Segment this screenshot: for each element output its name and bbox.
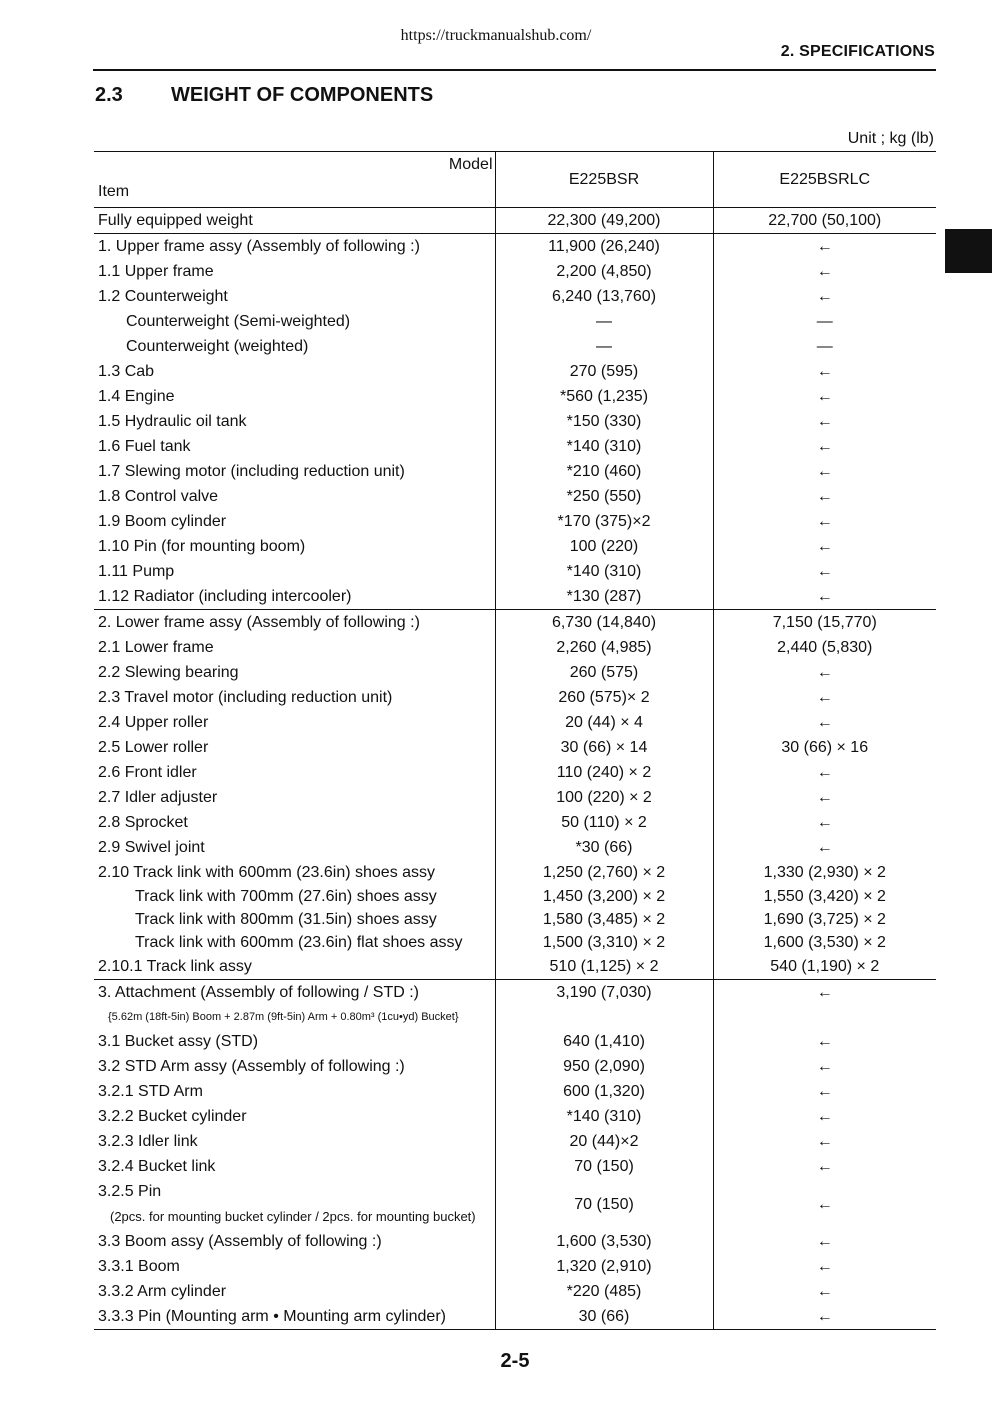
weight-value: 640 (1,410) bbox=[495, 1029, 713, 1054]
table-row bbox=[94, 359, 936, 384]
model-column-header: E225BSRLC bbox=[713, 152, 936, 208]
table-row bbox=[94, 885, 936, 908]
weight-value: — bbox=[713, 309, 936, 334]
weight-value: 1,580 (3,485) × 2 bbox=[495, 908, 713, 931]
table-row bbox=[94, 384, 936, 409]
weight-value: 1,690 (3,725) × 2 bbox=[713, 908, 936, 931]
weight-value: 70 (150) bbox=[495, 1179, 713, 1229]
table-row bbox=[94, 785, 936, 810]
weight-value: 3,190 (7,030) bbox=[495, 980, 713, 1006]
table-row bbox=[94, 685, 936, 710]
weight-value: ← bbox=[713, 384, 936, 409]
weight-value: ← bbox=[713, 660, 936, 685]
model-column-header: E225BSR bbox=[495, 152, 713, 208]
weight-value: ← bbox=[713, 1254, 936, 1279]
item-label: 3.2.5 Pin bbox=[98, 1183, 162, 1200]
weight-value: 1,450 (3,200) × 2 bbox=[495, 885, 713, 908]
weight-value: 1,250 (2,760) × 2 bbox=[495, 860, 713, 885]
table-row bbox=[94, 1129, 936, 1154]
weight-value: 1,600 (3,530) × 2 bbox=[713, 931, 936, 954]
table-row bbox=[94, 1079, 936, 1104]
item-label: 1.6 Fuel tank bbox=[98, 438, 191, 455]
item-label: Track link with 600mm (23.6in) flat shoes assy bbox=[135, 934, 463, 951]
table-row bbox=[94, 710, 936, 735]
weight-value: ← bbox=[713, 1054, 936, 1079]
item-label: 3.1 Bucket assy (STD) bbox=[98, 1033, 259, 1050]
weight-value: ← bbox=[713, 484, 936, 509]
model-item-header bbox=[94, 152, 495, 208]
table-row bbox=[94, 434, 936, 459]
weight-value: ← bbox=[713, 685, 936, 710]
item-label: 3. Attachment (Assembly of following / STD :) bbox=[94, 980, 495, 1006]
weight-value: *220 (485) bbox=[495, 1279, 713, 1304]
weight-value: — bbox=[495, 334, 713, 359]
table-row bbox=[94, 954, 936, 980]
weight-value: *170 (375)×2 bbox=[495, 509, 713, 534]
weight-value: 1,550 (3,420) × 2 bbox=[713, 885, 936, 908]
table-row bbox=[94, 760, 936, 785]
table-row bbox=[94, 1254, 936, 1279]
table-row bbox=[94, 284, 936, 309]
item-label: 1.11 Pump bbox=[98, 563, 175, 580]
weight-value: 20 (44)×2 bbox=[495, 1129, 713, 1154]
weight-value: 540 (1,190) × 2 bbox=[713, 954, 936, 980]
item-label: 3.2 STD Arm assy (Assembly of following :) bbox=[98, 1058, 405, 1075]
table-row bbox=[94, 208, 936, 234]
table-row bbox=[94, 559, 936, 584]
weight-value: ← bbox=[713, 359, 936, 384]
weight-value: ← bbox=[713, 259, 936, 284]
header-rule bbox=[93, 69, 936, 71]
item-label: 1.3 Cab bbox=[98, 363, 155, 380]
weight-value: 260 (575) bbox=[495, 660, 713, 685]
weight-value: ← bbox=[713, 1154, 936, 1179]
weight-value: *140 (310) bbox=[495, 559, 713, 584]
table-row bbox=[94, 1029, 936, 1054]
item-label: 2.6 Front idler bbox=[98, 764, 197, 781]
weight-value: ← bbox=[713, 584, 936, 610]
chapter-tab-marker bbox=[945, 229, 992, 273]
table-row bbox=[94, 610, 936, 636]
weight-value: 270 (595) bbox=[495, 359, 713, 384]
item-label: 2.2 Slewing bearing bbox=[98, 664, 239, 681]
table-row bbox=[94, 1005, 936, 1029]
item-label: 1.2 Counterweight bbox=[98, 288, 228, 305]
weight-value: 70 (150) bbox=[495, 1154, 713, 1179]
item-label: 1.8 Control valve bbox=[98, 488, 219, 505]
weight-value: 22,700 (50,100) bbox=[713, 208, 936, 234]
weight-value: ← bbox=[713, 810, 936, 835]
section-header: 2. SPECIFICATIONS bbox=[780, 43, 935, 60]
table-row bbox=[94, 931, 936, 954]
item-label: 3.3.2 Arm cylinder bbox=[98, 1283, 227, 1300]
table-row bbox=[94, 980, 936, 1006]
weight-value: 2,440 (5,830) bbox=[713, 635, 936, 660]
weight-value: ← bbox=[713, 1304, 936, 1330]
source-url: https://truckmanualshub.com/ bbox=[400, 27, 592, 44]
weight-value: 100 (220) × 2 bbox=[495, 785, 713, 810]
weight-value: ← bbox=[713, 509, 936, 534]
weight-value: ← bbox=[713, 434, 936, 459]
weight-value: *560 (1,235) bbox=[495, 384, 713, 409]
table-row bbox=[94, 309, 936, 334]
weight-value: *250 (550) bbox=[495, 484, 713, 509]
weight-value: 30 (66) × 14 bbox=[495, 735, 713, 760]
weight-value: 11,900 (26,240) bbox=[495, 234, 713, 260]
weight-value: ← bbox=[713, 710, 936, 735]
weight-value: ← bbox=[713, 1079, 936, 1104]
weight-value: ← bbox=[713, 1179, 936, 1229]
table-row bbox=[94, 509, 936, 534]
table-row bbox=[94, 1054, 936, 1079]
item-label: 1.12 Radiator (including intercooler) bbox=[98, 588, 352, 605]
table-row bbox=[94, 1104, 936, 1129]
item-label: 2.5 Lower roller bbox=[98, 739, 209, 756]
item-label: 3.2.1 STD Arm bbox=[98, 1083, 203, 1100]
item-label: 2.7 Idler adjuster bbox=[98, 789, 218, 806]
weight-value: ← bbox=[713, 559, 936, 584]
weight-value: ← bbox=[713, 835, 936, 860]
table-row bbox=[94, 259, 936, 284]
heading-title: WEIGHT OF COMPONENTS bbox=[171, 84, 434, 106]
weight-value: 7,150 (15,770) bbox=[713, 610, 936, 636]
weight-value: ← bbox=[713, 1279, 936, 1304]
weight-value: *210 (460) bbox=[495, 459, 713, 484]
weight-value: 1,320 (2,910) bbox=[495, 1254, 713, 1279]
weight-value: ← bbox=[713, 980, 936, 1006]
table-row bbox=[94, 584, 936, 610]
weight-value: ← bbox=[713, 409, 936, 434]
table-header-row bbox=[94, 152, 936, 208]
item-label: Fully equipped weight bbox=[94, 208, 495, 234]
weight-value: 6,730 (14,840) bbox=[495, 610, 713, 636]
weight-value: 950 (2,090) bbox=[495, 1054, 713, 1079]
weight-value: *30 (66) bbox=[495, 835, 713, 860]
table-row bbox=[94, 735, 936, 760]
table-row bbox=[94, 484, 936, 509]
attachment-note: {5.62m (18ft-5in) Boom + 2.87m (9ft-5in) Arm + 0.80m³ (1cu•yd) Bucket} bbox=[108, 1011, 459, 1023]
weight-value: 110 (240) × 2 bbox=[495, 760, 713, 785]
item-label: 1.1 Upper frame bbox=[98, 263, 214, 280]
weight-value: 1,330 (2,930) × 2 bbox=[713, 860, 936, 885]
table-row bbox=[94, 334, 936, 359]
item-label: 3.2.3 Idler link bbox=[98, 1133, 198, 1150]
item-header-label: Item bbox=[98, 183, 130, 200]
weight-value: *130 (287) bbox=[495, 584, 713, 610]
table-row bbox=[94, 810, 936, 835]
weight-value: 50 (110) × 2 bbox=[495, 810, 713, 835]
item-label: 1.9 Boom cylinder bbox=[98, 513, 227, 530]
table-row bbox=[94, 1154, 936, 1179]
table-row bbox=[94, 234, 936, 260]
item-label: Track link with 700mm (27.6in) shoes assy bbox=[135, 888, 437, 905]
weight-value: ← bbox=[713, 284, 936, 309]
table-row bbox=[94, 1179, 936, 1204]
weight-value: ← bbox=[713, 1029, 936, 1054]
item-label: 3.2.2 Bucket cylinder bbox=[98, 1108, 247, 1125]
section-heading bbox=[95, 84, 433, 107]
weight-value: 30 (66) bbox=[495, 1304, 713, 1330]
weight-value: 1,600 (3,530) bbox=[495, 1229, 713, 1254]
table-row bbox=[94, 1304, 936, 1330]
item-label: 2.10 Track link with 600mm (23.6in) shoes assy bbox=[98, 864, 436, 881]
item-label: 1.10 Pin (for mounting boom) bbox=[98, 538, 306, 555]
pin-note: (2pcs. for mounting bucket cylinder / 2pcs. for mounting bucket) bbox=[110, 1209, 476, 1224]
model-header-label: Model bbox=[448, 156, 493, 173]
weight-table bbox=[94, 151, 936, 1330]
item-label: 3.3 Boom assy (Assembly of following :) bbox=[98, 1233, 382, 1250]
weight-value: *140 (310) bbox=[495, 1104, 713, 1129]
weight-value: ← bbox=[713, 459, 936, 484]
table-row bbox=[94, 1279, 936, 1304]
item-label: 3.3.3 Pin (Mounting arm • Mounting arm cylinder) bbox=[94, 1304, 495, 1330]
item-label: Counterweight (weighted) bbox=[126, 338, 309, 355]
item-label: 3.2.4 Bucket link bbox=[98, 1158, 216, 1175]
weight-value: 100 (220) bbox=[495, 534, 713, 559]
item-label: 1.7 Slewing motor (including reduction unit) bbox=[98, 463, 405, 480]
page-number: 2-5 bbox=[500, 1350, 530, 1372]
weight-value: — bbox=[495, 309, 713, 334]
weight-value: ← bbox=[713, 234, 936, 260]
item-label: 3.3.1 Boom bbox=[98, 1258, 180, 1275]
item-label: 2.8 Sprocket bbox=[98, 814, 188, 831]
weight-value: 2,260 (4,985) bbox=[495, 635, 713, 660]
item-label: 2.4 Upper roller bbox=[98, 714, 209, 731]
item-label: Track link with 800mm (31.5in) shoes assy bbox=[135, 911, 437, 928]
weight-value: 30 (66) × 16 bbox=[713, 735, 936, 760]
weight-value: 510 (1,125) × 2 bbox=[495, 954, 713, 980]
item-label: 2.10.1 Track link assy bbox=[98, 958, 252, 975]
weight-value: 20 (44) × 4 bbox=[495, 710, 713, 735]
weight-value: ← bbox=[713, 1104, 936, 1129]
weight-value: ← bbox=[713, 760, 936, 785]
weight-value: 22,300 (49,200) bbox=[495, 208, 713, 234]
weight-value: 6,240 (13,760) bbox=[495, 284, 713, 309]
table-row bbox=[94, 1229, 936, 1254]
unit-label: Unit ; kg (lb) bbox=[847, 130, 934, 147]
heading-number: 2.3 bbox=[95, 84, 123, 106]
weight-value: ← bbox=[713, 1229, 936, 1254]
item-label: 2.3 Travel motor (including reduction unit) bbox=[98, 689, 393, 706]
item-label: Counterweight (Semi-weighted) bbox=[126, 313, 351, 330]
table-row bbox=[94, 409, 936, 434]
weight-value: 260 (575)× 2 bbox=[495, 685, 713, 710]
weight-value: ← bbox=[713, 534, 936, 559]
empty-cell bbox=[495, 1005, 713, 1029]
table-row bbox=[94, 635, 936, 660]
weight-value: ← bbox=[713, 1129, 936, 1154]
table-row bbox=[94, 908, 936, 931]
weight-value: 2,200 (4,850) bbox=[495, 259, 713, 284]
table-row bbox=[94, 459, 936, 484]
weight-value: ← bbox=[713, 785, 936, 810]
item-label: 2. Lower frame assy (Assembly of following :) bbox=[94, 610, 495, 636]
item-label: 1.4 Engine bbox=[98, 388, 175, 405]
weight-value: *150 (330) bbox=[495, 409, 713, 434]
weight-value: 1,500 (3,310) × 2 bbox=[495, 931, 713, 954]
table-row bbox=[94, 534, 936, 559]
item-label: 2.9 Swivel joint bbox=[98, 839, 205, 856]
weight-value: — bbox=[713, 334, 936, 359]
item-label: 1.5 Hydraulic oil tank bbox=[98, 413, 247, 430]
item-label: 2.1 Lower frame bbox=[98, 639, 214, 656]
table-row bbox=[94, 860, 936, 885]
weight-value: 600 (1,320) bbox=[495, 1079, 713, 1104]
table-row bbox=[94, 835, 936, 860]
weight-value: *140 (310) bbox=[495, 434, 713, 459]
empty-cell bbox=[713, 1005, 936, 1029]
table-row bbox=[94, 660, 936, 685]
item-label: 1. Upper frame assy (Assembly of following :) bbox=[94, 234, 495, 260]
